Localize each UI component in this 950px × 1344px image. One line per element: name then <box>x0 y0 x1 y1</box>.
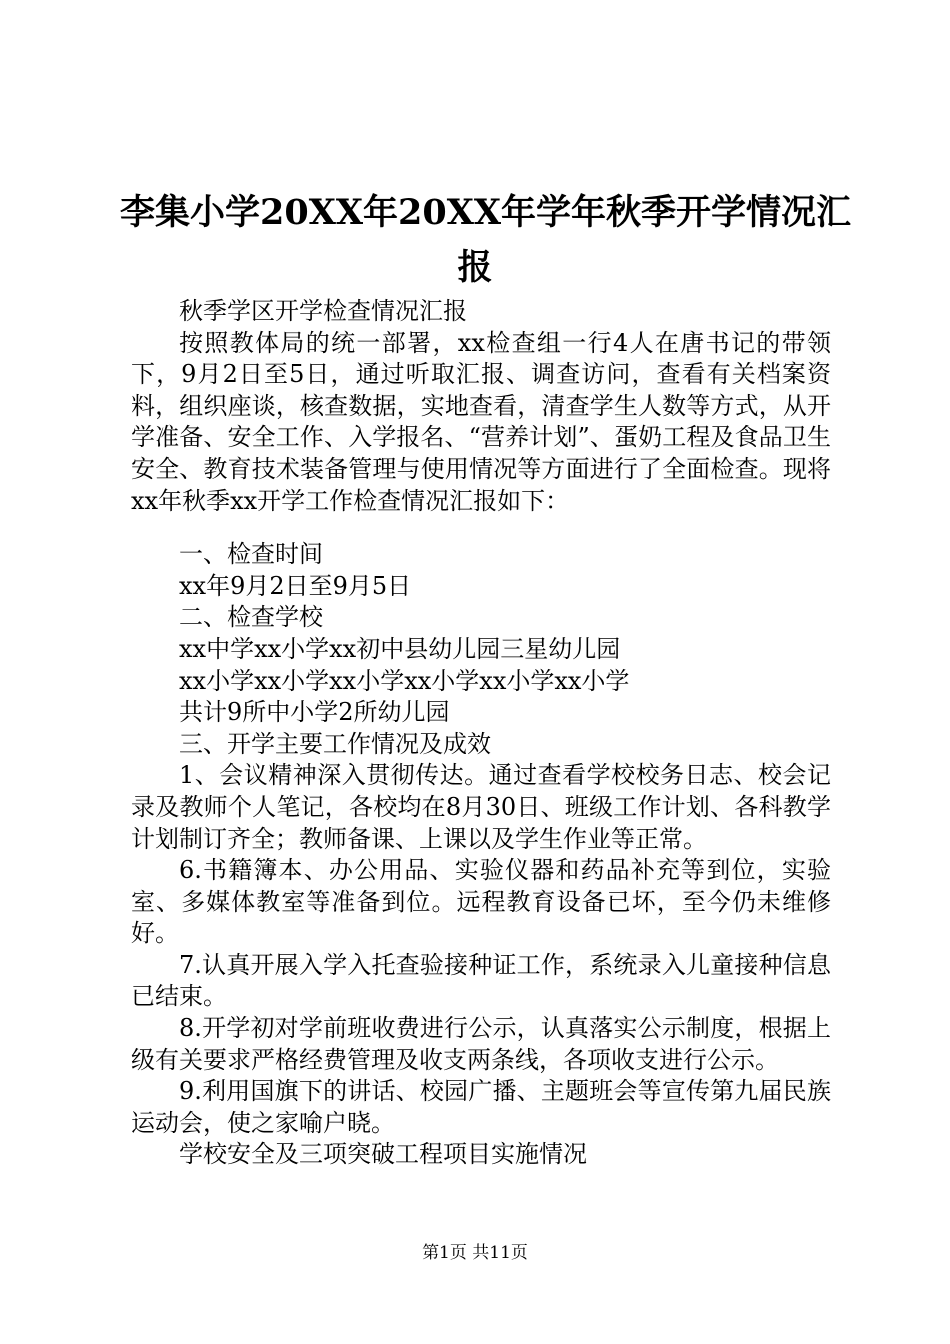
body-paragraph: 1、会议精神深入贯彻传达。通过查看学校校务日志、校会记录及教师个人笔记，各校均在8月30日、班级工作计划、各科教学计划制订齐全；教师备课、上课以及学生作业等正常。 <box>131 761 831 853</box>
body-paragraph: 9.利用国旗下的讲话、校园广播、主题班会等宣传第九届民族运动会，使之家喻户晓。 <box>131 1077 831 1137</box>
body-paragraph: 7.认真开展入学入托查验接种证工作，系统录入儿童接种信息已结束。 <box>131 950 831 1011</box>
section-heading: 学校安全及三项突破工程项目实施情况 <box>179 1140 587 1169</box>
section-heading: 三、开学主要工作情况及成效 <box>179 729 491 758</box>
section-heading: 二、检查学校 <box>179 603 323 632</box>
body-paragraph: 共计9所中小学2所幼儿园 <box>179 698 450 727</box>
body-paragraph: xx年9月2日至9月5日 <box>179 571 412 600</box>
page-footer: 第1页 共11页 <box>422 1243 528 1263</box>
document-body <box>131 296 831 1171</box>
document-title-line-1: 李集小学20XX年20XX年学年秋季开学情况汇 <box>120 192 852 233</box>
body-paragraph: xx中学xx小学xx初中县幼儿园三星幼儿园 <box>179 634 621 663</box>
intro-paragraph: 按照教体局的统一部署，xx检查组一行4人在唐书记的带领下，9月2日至5日，通过听取汇报、调查访问，查看有关档案资料，组织座谈，核查数据，实地查看，清查学生人数等方式，从开学准备、安全工作、入学报名、“营养计划”、蛋奶工程及食品卫生安全、教育技术装备管理与使用情况等方面进行了全面检查。现将xx年秋季xx开学工作检查情况汇报如下： <box>131 328 831 515</box>
section-heading: 秋季学区开学检查情况汇报 <box>179 297 467 325</box>
body-paragraph: 6.书籍簿本、办公用品、实验仪器和药品补充等到位，实验室、多媒体教室等准备到位。远程教育设备已坏，至今仍未维修好。 <box>131 856 831 948</box>
section-heading: 一、检查时间 <box>179 540 323 569</box>
body-paragraph: xx小学xx小学xx小学xx小学xx小学xx小学 <box>179 666 630 695</box>
body-paragraph: 8.开学初对学前班收费进行公示，认真落实公示制度，根据上级有关要求严格经费管理及收支两条线，各项收支进行公示。 <box>131 1014 831 1074</box>
document-title-line-2: 报 <box>457 247 493 288</box>
